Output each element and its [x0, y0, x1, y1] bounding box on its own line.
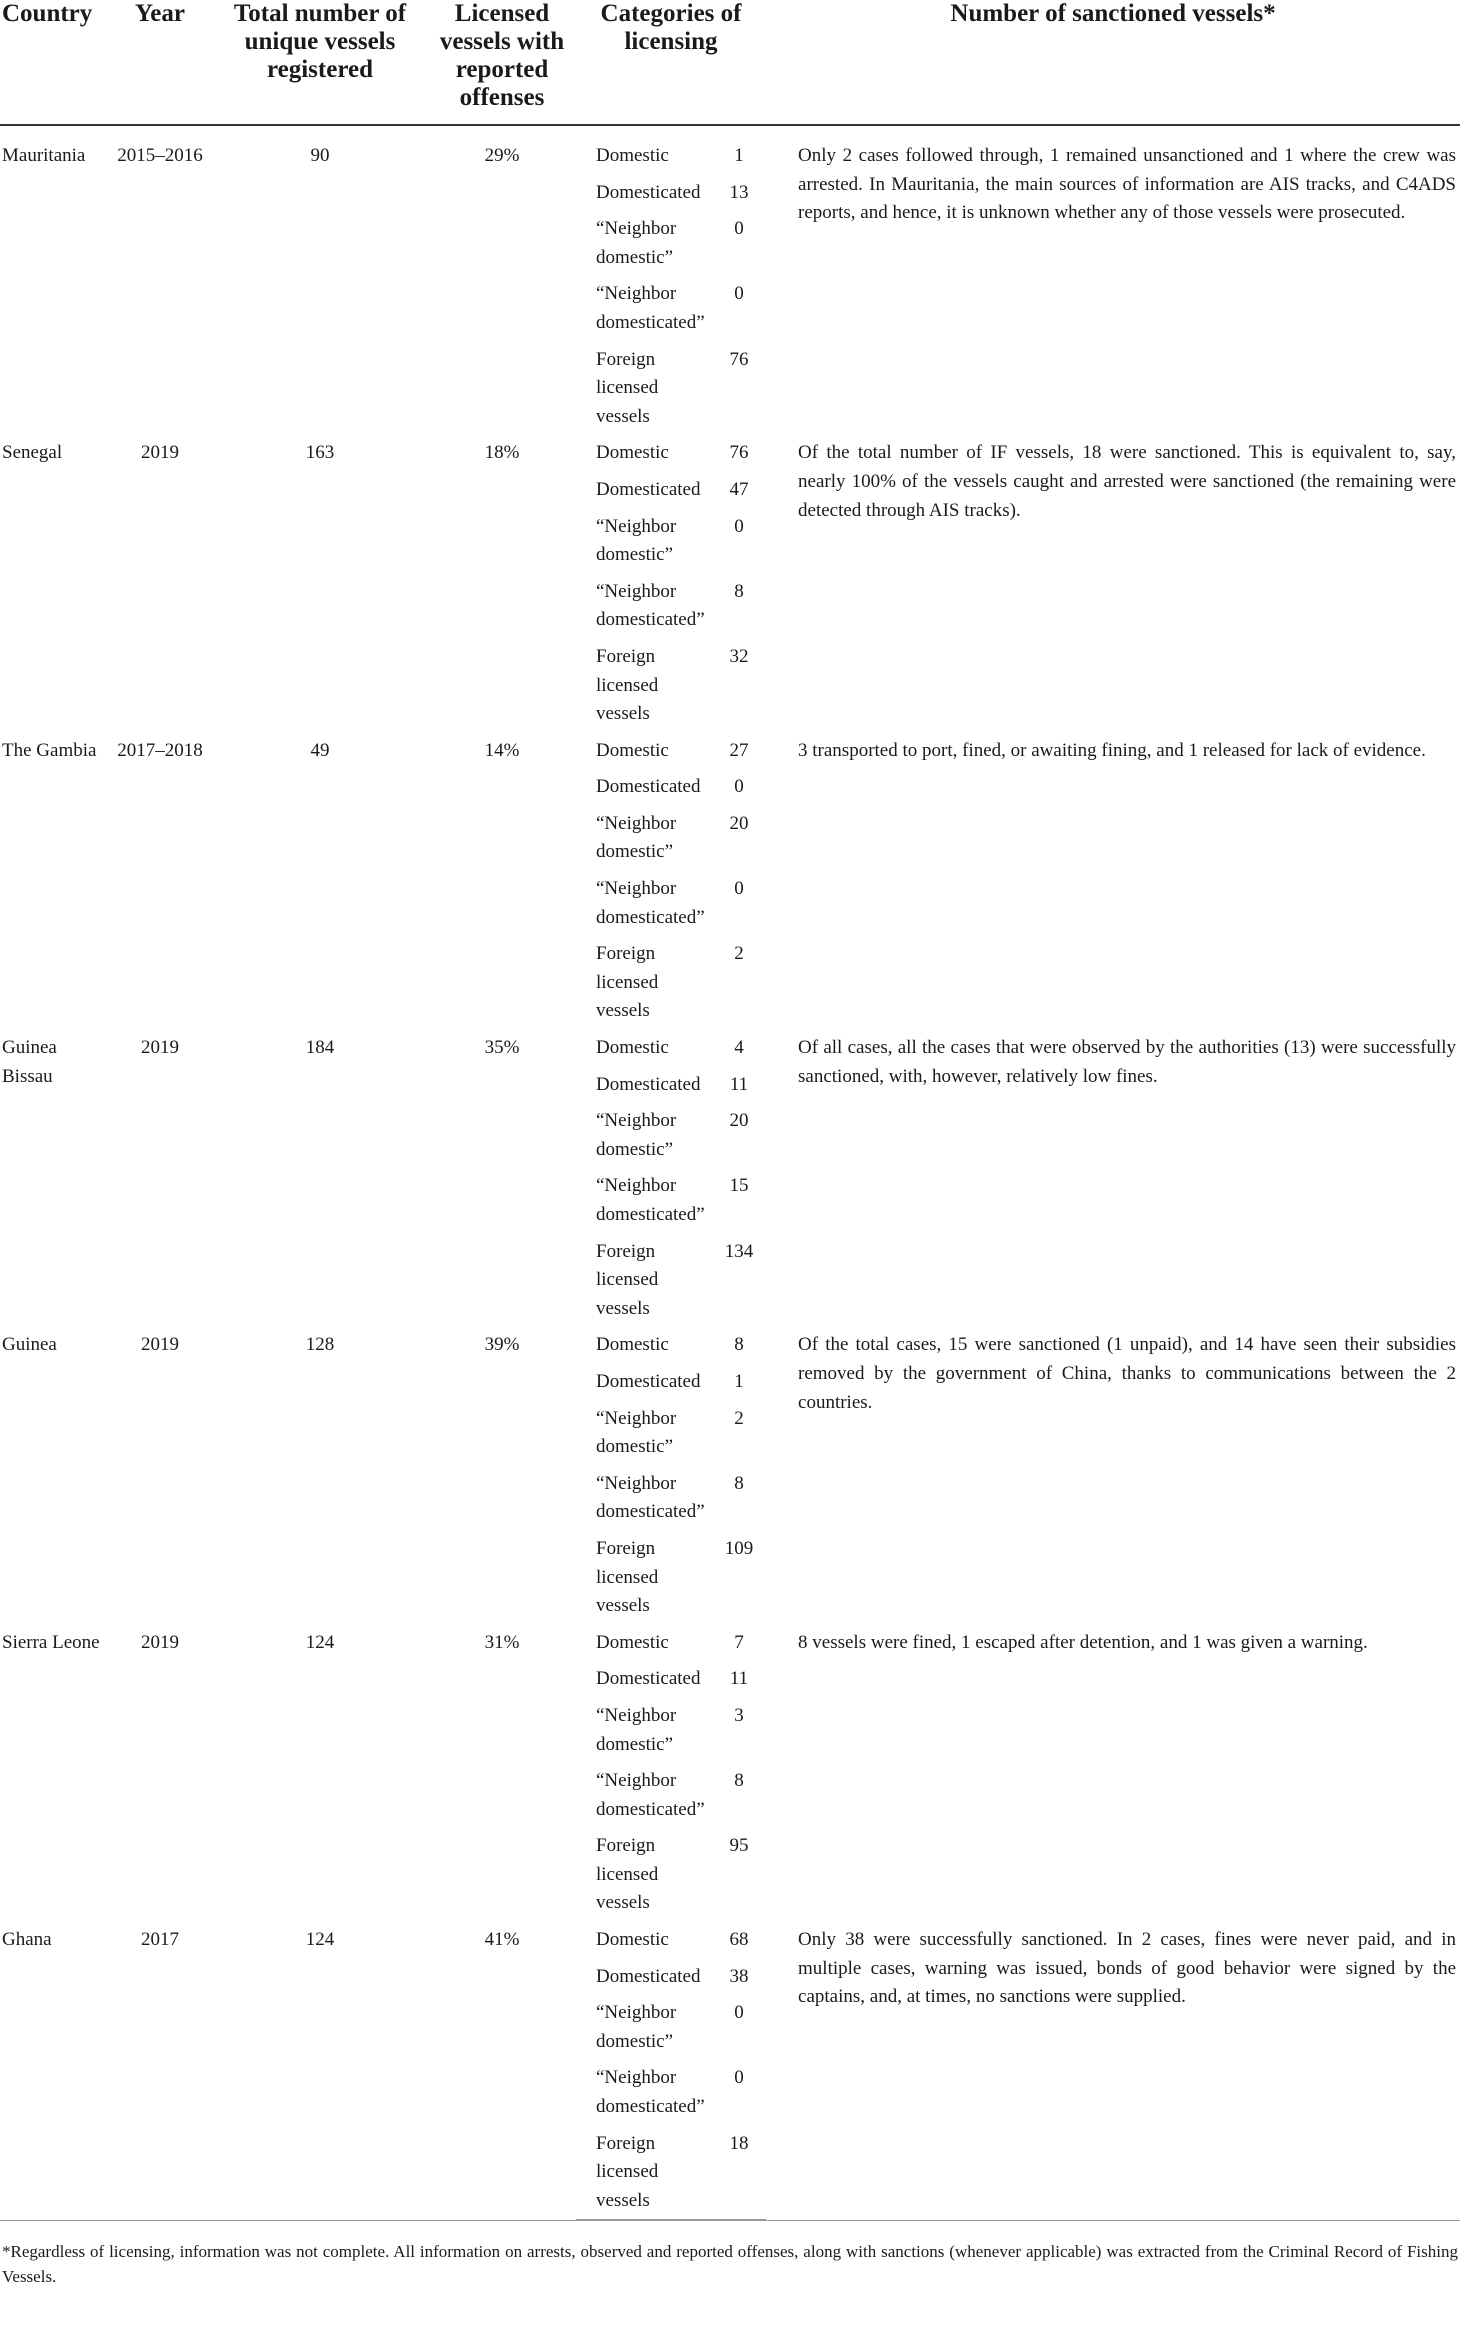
- cell-category-value: 11: [729, 1073, 749, 1095]
- header-categories: Categories of licensing: [576, 0, 766, 125]
- cell-licensed-offenses: 41%: [484, 1929, 520, 1951]
- cell-category-label: “Neighbor domestic”: [596, 218, 677, 268]
- cell-total-vessels: 163: [305, 442, 335, 464]
- cell-sanctioned: 3 transported to port, fined, or awaiting fining, and 1 released for lack of evidence.: [798, 739, 1426, 761]
- cell-total-vessels: 90: [310, 145, 330, 166]
- cell-category-label: “Neighbor domestic”: [596, 2002, 677, 2052]
- cell-category-value: 1: [734, 145, 744, 166]
- cell-category-value: 8: [734, 580, 744, 602]
- cell-licensed-offenses: 29%: [484, 145, 520, 166]
- header-total-vessels: Total number of unique vessels registered: [212, 0, 428, 125]
- cell-category-value: 13: [729, 181, 749, 203]
- cell-total-vessels: 124: [305, 1929, 335, 1951]
- cell-category-label: Domesticated: [596, 181, 701, 203]
- cell-category-label: Domestic: [596, 1631, 669, 1653]
- cell-category-label: “Neighbor domestic”: [596, 812, 677, 863]
- cell-category-value: 47: [729, 478, 749, 500]
- cell-category-value: 8: [734, 1472, 744, 1494]
- cell-category-value: 134: [724, 1240, 754, 1262]
- cell-category-label: Domestic: [596, 1929, 669, 1951]
- cell-category-value: 32: [729, 645, 749, 667]
- cell-sanctioned: Of the total cases, 15 were sanctioned (1 unpaid), and 14 have seen their subsidies removed by the government of China, thanks to communications between the 2 countries.: [798, 1334, 1457, 1413]
- cell-category-label: Domestic: [596, 1334, 669, 1356]
- cell-category-label: Domesticated: [596, 1668, 701, 1690]
- cell-category-value: 27: [729, 739, 749, 761]
- cell-country: Mauritania: [2, 145, 86, 166]
- table-row: [0, 1026, 1460, 1063]
- cell-category-label: Foreign licensed vessels: [596, 1537, 659, 1617]
- cell-country: Guinea Bissau: [2, 1037, 57, 1087]
- cell-category-label: Domesticated: [596, 1370, 701, 1392]
- cell-category-value: 109: [724, 1537, 754, 1559]
- cell-category-label: Domestic: [596, 739, 669, 761]
- cell-category-value: 20: [729, 1110, 749, 1132]
- cell-category-value: 8: [734, 1770, 744, 1792]
- cell-year: 2017–2018: [117, 739, 203, 761]
- cell-category-value: 0: [734, 776, 744, 798]
- cell-category-label: Foreign licensed vessels: [596, 1835, 659, 1914]
- cell-category-label: Domesticated: [596, 776, 701, 798]
- cell-category-label: “Neighbor domestic”: [596, 515, 677, 566]
- header-licensed-offenses: Licensed vessels with reported offenses: [428, 0, 576, 125]
- cell-category-value: 11: [729, 1668, 749, 1690]
- cell-licensed-offenses: 35%: [484, 1037, 520, 1059]
- cell-year: 2019: [141, 1037, 179, 1059]
- cell-total-vessels: 124: [305, 1631, 335, 1653]
- cell-category-label: “Neighbor domesticated”: [596, 1175, 705, 1225]
- cell-category-label: “Neighbor domesticated”: [596, 1472, 705, 1523]
- cell-category-value: 0: [734, 283, 744, 305]
- cell-category-label: Domesticated: [596, 478, 701, 500]
- cell-total-vessels: 128: [305, 1334, 335, 1356]
- cell-year: 2015–2016: [117, 145, 203, 166]
- cell-category-value: 18: [716, 2122, 766, 2220]
- cell-category-label: “Neighbor domesticated”: [596, 1770, 705, 1820]
- header-row: [0, 0, 1460, 125]
- cell-category-label: Domesticated: [596, 1965, 701, 1987]
- cell-category-value: 76: [729, 348, 749, 370]
- cell-category-value: 2: [734, 1407, 744, 1429]
- cell-category-label: Domestic: [596, 1037, 669, 1059]
- cell-year: 2019: [141, 1334, 179, 1356]
- cell-category-label: “Neighbor domesticated”: [596, 580, 705, 631]
- cell-category-value: 3: [734, 1704, 744, 1726]
- cell-category-label: Foreign licensed vessels: [596, 943, 659, 1022]
- cell-category-value: 0: [734, 2067, 744, 2089]
- cell-category-value: 2: [734, 943, 744, 965]
- cell-category-value: 15: [729, 1175, 749, 1197]
- cell-category-label: Domestic: [596, 145, 669, 166]
- cell-licensed-offenses: 31%: [484, 1631, 520, 1653]
- cell-sanctioned: Only 38 were successfully sanctioned. In 2 cases, fines were never paid, and in multiple cases, warning was issued, bonds of good behavior were signed by the captains, and, at times, no sanctions were supplied.: [798, 1929, 1457, 2008]
- cell-category-value: 38: [729, 1965, 749, 1987]
- cell-sanctioned: Only 2 cases followed through, 1 remained unsanctioned and 1 where the crew was arrested. In Mauritania, the main sources of information are AIS tracks, and C4ADS reports, and hence, it is unknown whether any of those vessels were prosecuted.: [798, 145, 1457, 224]
- cell-category-label: Domestic: [596, 442, 669, 464]
- cell-category-label: Foreign licensed vessels: [596, 348, 659, 427]
- cell-sanctioned: Of all cases, all the cases that were observed by the authorities (13) were successfully sanctioned, with, however, relatively low fines.: [798, 1037, 1457, 1087]
- cell-country: Ghana: [2, 1929, 52, 1951]
- cell-country: The Gambia: [2, 739, 97, 761]
- cell-category-value: 4: [734, 1037, 744, 1059]
- table-row: [0, 431, 1460, 468]
- header-sanctioned: Number of sanctioned vessels*: [766, 0, 1460, 125]
- cell-country: Senegal: [2, 442, 63, 464]
- cell-sanctioned: 8 vessels were fined, 1 escaped after detention, and 1 was given a warning.: [798, 1631, 1368, 1653]
- cell-year: 2019: [141, 1631, 179, 1653]
- cell-year: 2019: [141, 442, 179, 464]
- cell-category-value: 8: [734, 1334, 744, 1356]
- cell-licensed-offenses: 39%: [484, 1334, 520, 1356]
- cell-category-value: 0: [734, 515, 744, 537]
- cell-year: 2017: [141, 1929, 179, 1951]
- cell-category-value: 68: [729, 1929, 749, 1951]
- header-year: Year: [108, 0, 212, 125]
- cell-category-label: “Neighbor domestic”: [596, 1407, 677, 1458]
- cell-licensed-offenses: 18%: [484, 442, 520, 464]
- table-row: [0, 1323, 1460, 1360]
- cell-category-label: Foreign licensed vessels: [596, 1240, 659, 1319]
- cell-category-value: 7: [734, 1631, 744, 1653]
- cell-category-label: Foreign licensed vessels: [596, 645, 659, 725]
- cell-category-value: 95: [729, 1835, 749, 1857]
- cell-category-label: Foreign licensed vessels: [576, 2122, 716, 2220]
- table-row: [0, 125, 1460, 171]
- footnote: *Regardless of licensing, information was not complete. All information on arrests, observed and reported offenses, along with sanctions (whenever applicable) was extracted from the Criminal Record of Fishing Vessels.: [0, 2220, 1460, 2289]
- cell-country: Guinea: [2, 1334, 57, 1356]
- cell-category-label: “Neighbor domesticated”: [596, 878, 705, 928]
- cell-sanctioned: Of the total number of IF vessels, 18 were sanctioned. This is equivalent to, say, nearly 100% of the vessels caught and arrested were sanctioned (the remaining were detected through AIS tracks).: [798, 442, 1457, 521]
- cell-category-label: “Neighbor domesticated”: [596, 283, 705, 333]
- cell-category-value: 0: [734, 218, 744, 240]
- cell-category-value: 76: [729, 442, 749, 464]
- table-row: [0, 729, 1460, 766]
- cell-total-vessels: 184: [305, 1037, 335, 1059]
- header-country: Country: [0, 0, 108, 125]
- cell-category-label: Domesticated: [596, 1073, 701, 1095]
- cell-category-value: 0: [734, 878, 744, 900]
- cell-category-value: 0: [734, 2002, 744, 2024]
- cell-country: Sierra Leone: [2, 1631, 100, 1653]
- cell-category-value: 1: [734, 1370, 744, 1392]
- cell-total-vessels: 49: [310, 739, 330, 761]
- table-row: [0, 1621, 1460, 1658]
- cell-category-label: “Neighbor domestic”: [596, 1704, 677, 1755]
- cell-category-label: “Neighbor domestic”: [596, 1110, 677, 1160]
- table-body: [0, 125, 1460, 2220]
- cell-category-value: 20: [729, 812, 749, 834]
- table-row: [0, 1918, 1460, 1955]
- cell-licensed-offenses: 14%: [484, 739, 520, 761]
- cell-category-label: “Neighbor domesticated”: [596, 2067, 705, 2118]
